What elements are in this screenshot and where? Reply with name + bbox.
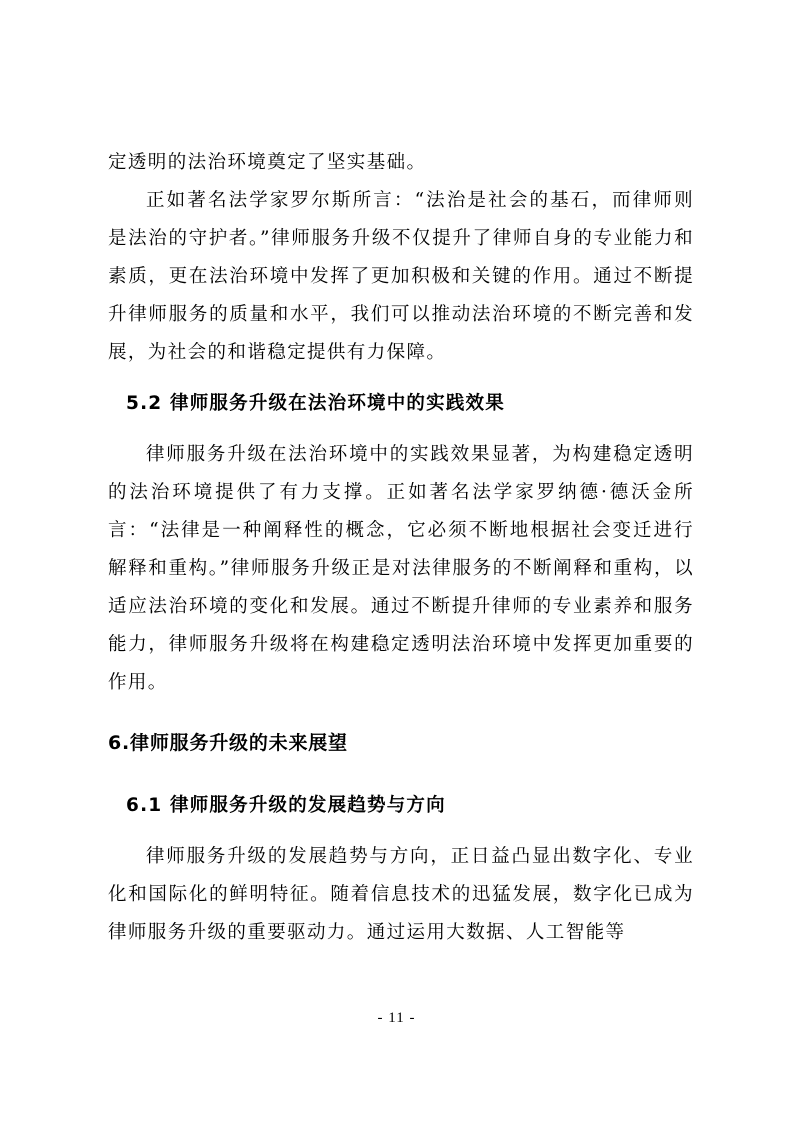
chapter-heading-6: 6.律师服务升级的未来展望 xyxy=(108,732,348,754)
section-heading-5-2: 5.2 律师服务升级在法治环境中的实践效果 xyxy=(126,393,505,414)
paragraph-continued: 定透明的法治环境奠定了坚实基础。 xyxy=(108,152,427,173)
paragraph-development-trend: 律师服务升级的发展趋势与方向，正日益凸显出数字化、专业化和国际化的鲜明特征。随着信息技术的迅猛发展，数字化已成为律师服务升级的重要驱动力。通过运用大数据、人工智能等 xyxy=(108,846,694,943)
section-heading-6-1: 6.1 律师服务升级的发展趋势与方向 xyxy=(126,795,446,816)
page-number: - 11 - xyxy=(377,1010,416,1026)
paragraph-rawls-quote: 正如著名法学家罗尔斯所言：“法治是社会的基石，而律师则是法治的守护者。”律师服务升级不仅提升了律师自身的专业能力和素质，更在法治环境中发挥了更加积极和关键的作用。通过不断提升律师服务的质量和水平，我们可以推动法治环境的不断完善和发展，为社会的和谐稳定提供有力保障。 xyxy=(108,190,694,363)
paragraph-practice-effect: 律师服务升级在法治环境中的实践效果显著，为构建稳定透明的法治环境提供了有力支撑。正如著名法学家罗纳德·德沃金所言：“法律是一种阐释性的概念，它必须不断地根据社会变迁进行解释和重构。”律师服务升级正是对法律服务的不断阐释和重构，以适应法治环境的变化和发展。通过不断提升律师的专业素养和服务能力，律师服务升级将在构建稳定透明法治环境中发挥更加重要的作用。 xyxy=(108,444,694,693)
page-body xyxy=(108,144,694,952)
